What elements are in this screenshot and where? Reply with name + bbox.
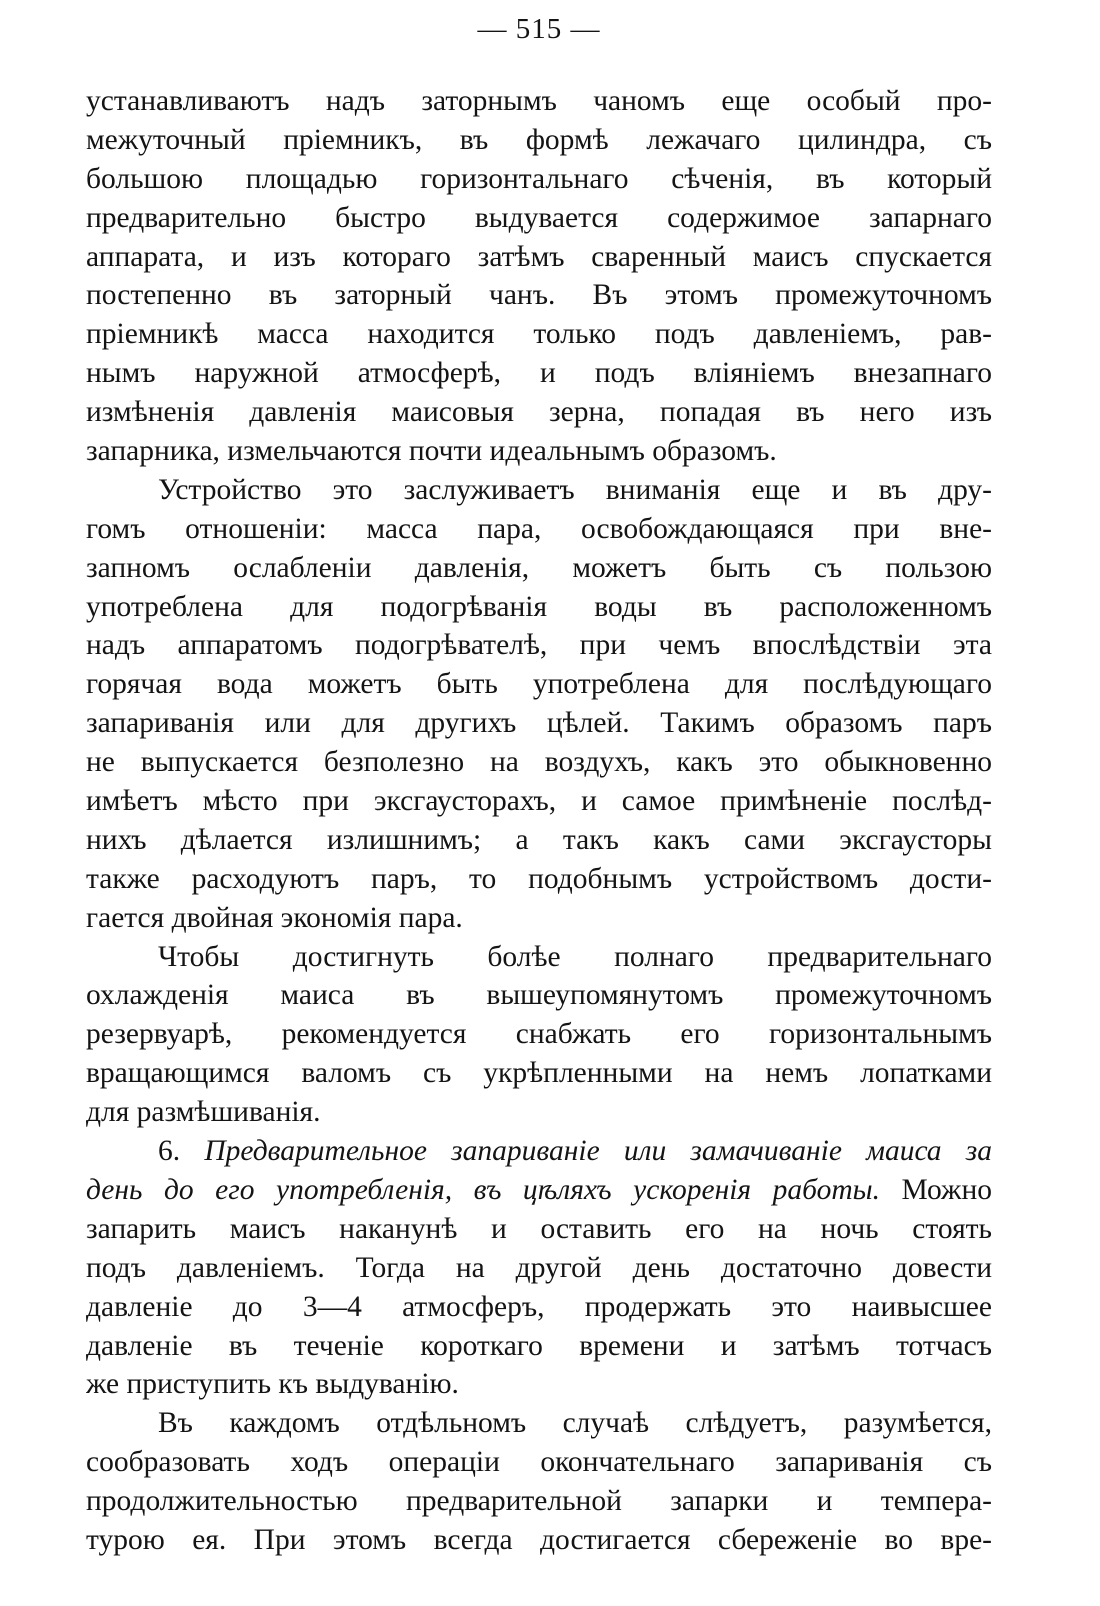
text-line: горячая вода можетъ быть употреблена для послѣдующаго bbox=[86, 668, 992, 701]
body-text bbox=[86, 82, 992, 1560]
page-number: — 515 — bbox=[477, 13, 601, 45]
text-line: предварительно быстро выдувается содержимое запарнаго bbox=[86, 201, 992, 234]
text-line: запномъ ослабленіи давленія, можетъ быть съ пользою bbox=[86, 551, 992, 584]
text-line: запарить маисъ наканунѣ и оставить его на ночь стоять bbox=[86, 1212, 992, 1245]
text-line: же приступить къ выдуванію. bbox=[86, 1368, 459, 1401]
text-line: постепенно въ заторный чанъ. Въ этомъ промежуточномъ bbox=[86, 279, 992, 312]
document-page bbox=[86, 0, 992, 1606]
section-heading-line bbox=[86, 1171, 992, 1210]
text-line: измѣненія давленія маисовыя зерна, попадая въ него изъ bbox=[86, 396, 992, 429]
text-line: межуточный пріемникъ, въ формѣ лежачаго цилиндра, съ bbox=[86, 123, 992, 156]
text-line: гомъ отношеніи: масса пара, освобождающаяся при вне- bbox=[86, 512, 992, 545]
section-heading-line bbox=[86, 1132, 992, 1171]
section-title-italic: день до его употребленія, въ цѣляхъ ускоренія работы. bbox=[86, 1173, 881, 1206]
text-line: охлажденія маиса въ вышеупомянутомъ промежуточномъ bbox=[86, 979, 992, 1012]
paragraph-start-line: Устройство это заслуживаетъ вниманія еще и въ дру- bbox=[158, 473, 992, 506]
text-line: запариванія или для другихъ цѣлей. Такимъ образомъ паръ bbox=[86, 707, 992, 740]
paragraph-start-line: Въ каждомъ отдѣльномъ случаѣ слѣдуетъ, разумѣется, bbox=[158, 1407, 992, 1440]
text-line: употреблена для подогрѣванія воды въ расположенномъ bbox=[86, 590, 992, 623]
text-line: надъ аппаратомъ подогрѣвателѣ, при чемъ впослѣдствіи эта bbox=[86, 629, 992, 662]
text-line: имѣетъ мѣсто при эксгаусторахъ, и самое примѣненіе послѣд- bbox=[86, 785, 992, 818]
text-line: устанавливаютъ надъ заторнымъ чаномъ еще особый про- bbox=[86, 85, 992, 117]
text-line: пріемникѣ масса находится только подъ давленіемъ, рав- bbox=[86, 318, 992, 351]
text-line: турою ея. При этомъ всегда достигается сбереженіе во вре- bbox=[86, 1523, 992, 1556]
section-number: 6. bbox=[158, 1135, 205, 1168]
text-line: гается двойная экономія пара. bbox=[86, 901, 463, 934]
text-line: нымъ наружной атмосферѣ, и подъ вліяніемъ внезапнаго bbox=[86, 357, 992, 390]
text-line: давленіе до 3—4 атмосферъ, продержать это наивысшее bbox=[86, 1290, 992, 1323]
text-line: подъ давленіемъ. Тогда на другой день достаточно довести bbox=[86, 1251, 992, 1284]
text-line: давленіе въ теченіе короткаго времени и затѣмъ тотчасъ bbox=[86, 1329, 992, 1362]
text-line: не выпускается безполезно на воздухъ, какъ это обыкновенно bbox=[86, 746, 992, 779]
paragraph-start-line: Чтобы достигнуть болѣе полнаго предварительнаго bbox=[158, 940, 992, 973]
text-line: нихъ дѣлается излишнимъ; а такъ какъ сами эксгаусторы bbox=[86, 823, 992, 856]
text-line: резервуарѣ, рекомендуется снабжать его горизонтальнымъ bbox=[86, 1018, 992, 1051]
text-line: аппарата, и изъ котораго затѣмъ сваренный маисъ спускается bbox=[86, 240, 992, 273]
text-line: сообразовать ходъ операціи окончательнаго запариванія съ bbox=[86, 1446, 992, 1479]
text-line: запарника, измельчаются почти идеальнымъ образомъ. bbox=[86, 435, 777, 468]
text-line: продолжительностью предварительной запарки и темпера- bbox=[86, 1485, 992, 1518]
text-line: вращающимся валомъ съ укрѣпленными на немъ лопатками bbox=[86, 1057, 992, 1090]
section-title-italic: Предварительное запариваніе или замачиваніе маиса за bbox=[204, 1135, 992, 1168]
text-line: также расходуютъ паръ, то подобнымъ устройствомъ дости- bbox=[86, 862, 992, 895]
text-fragment: Можно bbox=[880, 1173, 992, 1206]
text-line: большою площадью горизонтальнаго сѣченія, въ который bbox=[86, 162, 992, 195]
text-line: для размѣшиванія. bbox=[86, 1096, 321, 1129]
